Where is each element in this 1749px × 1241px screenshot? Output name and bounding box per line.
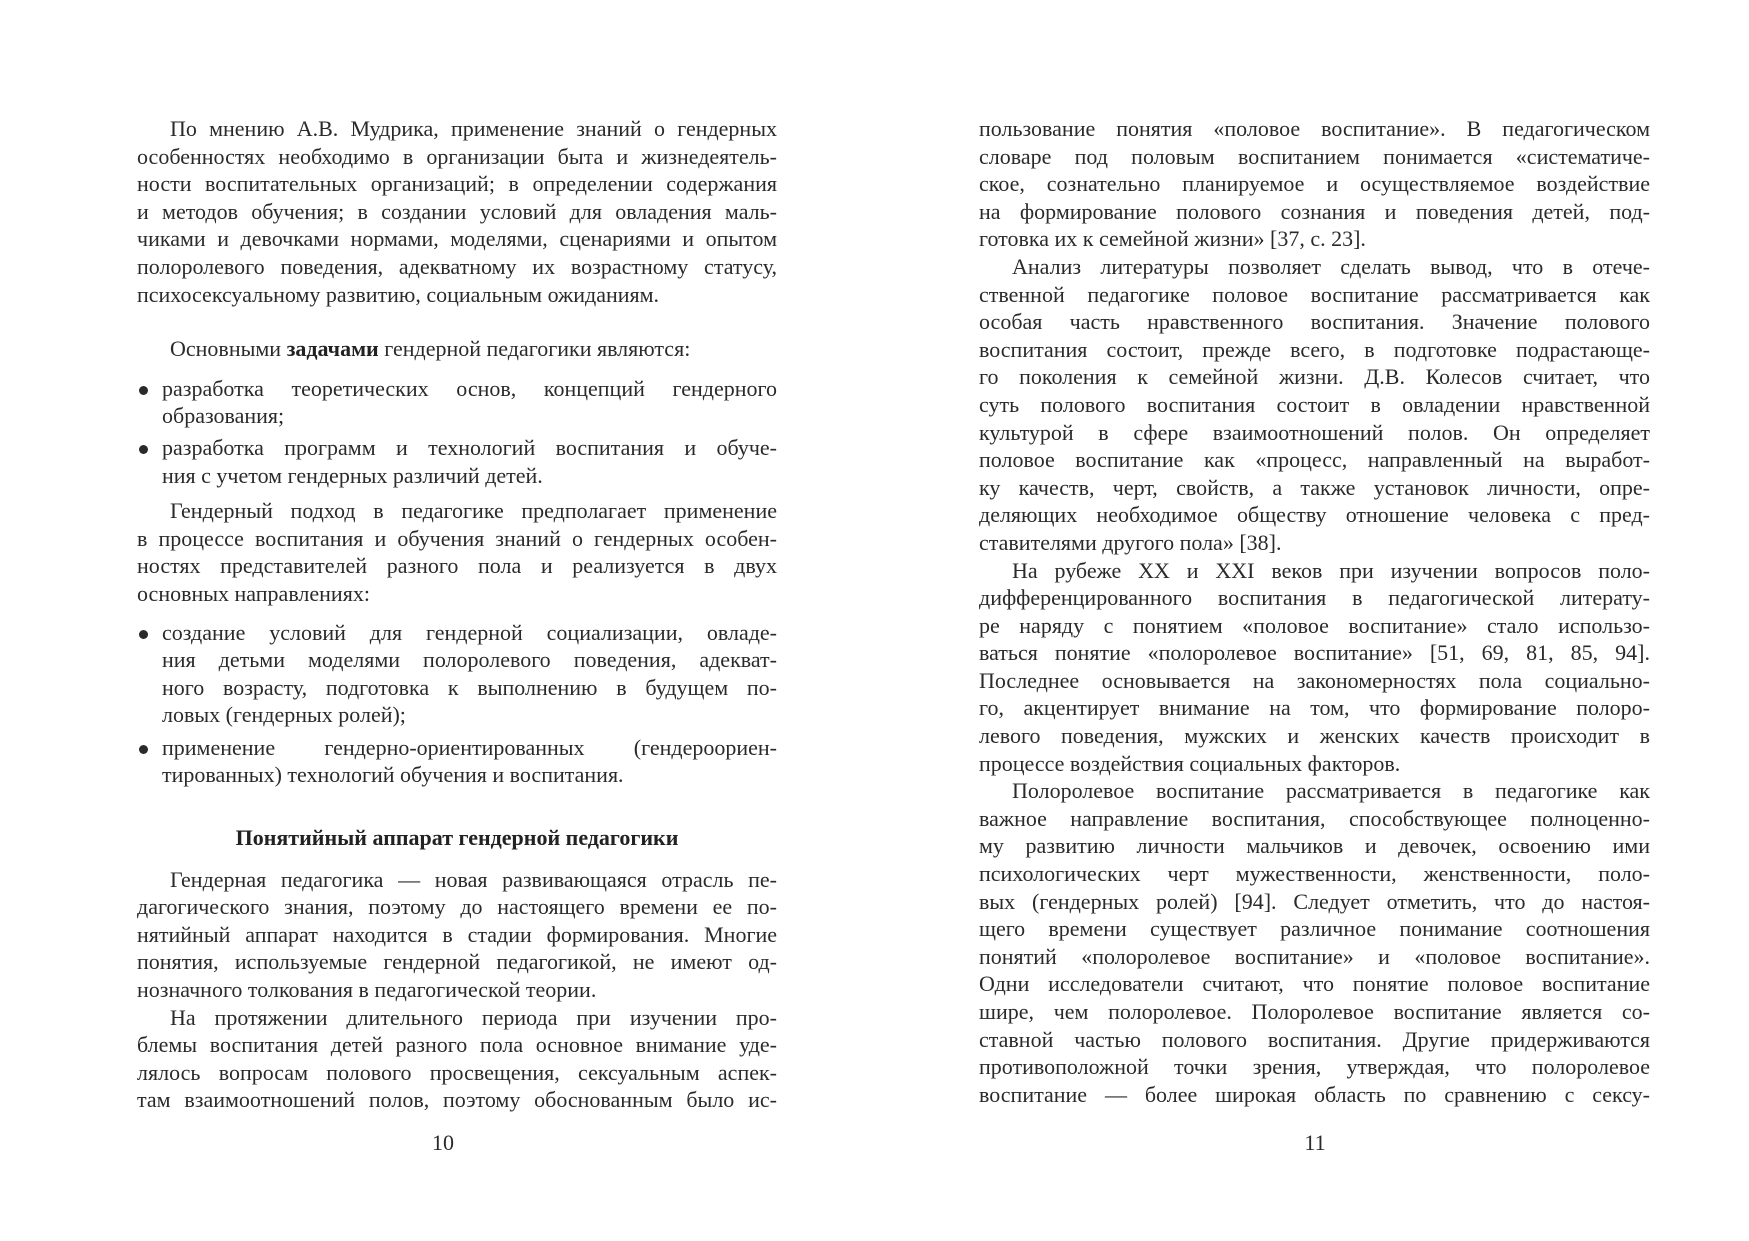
- text-line: шире, чем полоролевое. Полоролевое воспитание является со-: [979, 999, 1650, 1024]
- text-line: го поколения к семейной жизни. Д.В. Колесов считает, что: [979, 364, 1650, 390]
- text-line: Последнее основывается на закономерностях пола социально-: [979, 667, 1650, 693]
- paragraph: [979, 253, 1650, 557]
- bullet-item: [137, 619, 777, 729]
- text-segment: Основными: [170, 336, 287, 362]
- text-line: образования;: [162, 403, 285, 429]
- text-line: тированных) технологий обучения и воспитания.: [162, 762, 624, 788]
- bullet-icon: [139, 445, 148, 454]
- text-line: словаре под половым воспитанием понимается «систематиче-: [979, 143, 1650, 169]
- page-number-left: 10: [432, 1130, 454, 1155]
- text-line: На протяжении длительного периода при изучении про-: [170, 1004, 777, 1030]
- text-line: ния детьми моделями полоролевого поведения, адекват-: [162, 647, 777, 673]
- text-line: Полоролевое воспитание рассматривается в педагогике как: [1012, 778, 1650, 804]
- text-line: блемы воспитания детей разного пола основное внимание уде-: [137, 1032, 777, 1058]
- text-line: полоролевого поведения, адекватному их возрастному статусу,: [137, 253, 777, 279]
- text-line: готовка их к семейной жизни» [37, с. 23].: [979, 226, 1366, 252]
- paragraph: [979, 115, 1650, 253]
- text-line: Гендерный подход в педагогике предполагает применение: [170, 498, 777, 524]
- page-number-right: 11: [1304, 1130, 1326, 1155]
- bullet-item: [137, 734, 777, 789]
- text-line: ставителями другого пола» [38].: [979, 529, 1282, 555]
- paragraph: [979, 557, 1650, 778]
- text-line: му развитию личности мальчиков и девочек, освоению ими: [979, 833, 1650, 859]
- bullet-icon: [139, 745, 148, 754]
- text-line: Анализ литературы позволяет сделать вывод, что в отече-: [1012, 253, 1650, 279]
- left-page: [137, 115, 777, 1114]
- text-segment: гендерной педагогики являются:: [378, 336, 691, 362]
- text-line: и методов обучения; в создании условий для овладения маль-: [137, 198, 777, 224]
- text-line: нозначного толкования в педагогической теории.: [137, 977, 597, 1003]
- text-line: половое воспитание как «процесс, направленный на выработ-: [979, 447, 1650, 473]
- text-line: ния с учетом гендерных различий детей.: [162, 462, 543, 488]
- text-line: щего времени существует различное понимание соотношения: [979, 916, 1650, 942]
- text-line: дифференцированного воспитания в педагогической литерату-: [979, 585, 1650, 611]
- text-line: По мнению А.В. Мудрика, применение знаний о гендерных: [170, 116, 777, 141]
- bullet-icon: [139, 630, 148, 639]
- bullet-item: [137, 434, 777, 489]
- text-line: Одни исследователи считают, что понятие половое воспитание: [979, 971, 1650, 997]
- text-line: культурой в сфере взаимоотношений полов. Он определяет: [979, 419, 1650, 445]
- text-line: На рубеже XX и XXI веков при изучении вопросов поло-: [1012, 557, 1650, 583]
- text-line: деляющих необходимое обществу отношение человека с пред-: [979, 502, 1650, 528]
- paragraph: [137, 1004, 777, 1114]
- paragraph: [137, 866, 777, 1004]
- text-line: особая часть нравственного воспитания. Значение полового: [979, 309, 1650, 335]
- text-line: психосексуальному развитию, социальным ожиданиям.: [137, 281, 660, 307]
- text-line: го, акцентирует внимание на том, что формирование полоро-: [979, 695, 1650, 721]
- text-line: ваться понятие «полоролевое воспитание» [51, 69, 81, 85, 94].: [979, 640, 1650, 666]
- section-heading: Понятийный аппарат гендерной педагогики: [235, 825, 679, 851]
- text-line: воспитание — более широкая область по сравнению с сексу-: [979, 1081, 1650, 1107]
- text-line: создание условий для гендерной социализации, овладе-: [162, 619, 777, 645]
- bold-term: задачами: [286, 336, 379, 362]
- text-line: применение гендерно-ориентированных (гендероориен-: [162, 734, 777, 760]
- bullet-icon: [139, 386, 148, 395]
- text-line: процессе воздействия социальных факторов.: [979, 750, 1401, 776]
- paragraph: [137, 115, 777, 308]
- text-line: ское, сознательно планируемое и осуществляемое воздействие: [979, 171, 1650, 197]
- text-line: там взаимоотношений полов, поэтому обоснованным было ис-: [137, 1087, 777, 1113]
- text-line: ности воспитательных организаций; в определении содержания: [137, 171, 777, 197]
- text-line: Гендерная педагогика — новая развивающаяся отрасль пе-: [170, 866, 777, 892]
- text-line: разработка программ и технологий воспитания и обуче-: [162, 434, 777, 460]
- text-line: суть полового воспитания состоит в овладении нравственной: [979, 391, 1650, 417]
- text-line: особенностях необходимо в организации быта и жизнедеятель-: [137, 143, 777, 169]
- text-line: ре наряду с понятием «половое воспитание» стало использо-: [979, 612, 1650, 638]
- text-line: ственной педагогике половое воспитание рассматривается как: [979, 281, 1650, 307]
- right-page: [979, 115, 1650, 1108]
- text-line: пользование понятия «половое воспитание». В педагогическом: [979, 116, 1650, 141]
- text-line: понятия, используемые гендерной педагогикой, не имеют од-: [137, 949, 777, 975]
- text-line: на формирование полового сознания и поведения детей, под-: [979, 198, 1650, 224]
- text-line: ловых (гендерных ролей);: [162, 702, 406, 728]
- text-line: лялось вопросам полового просвещения, сексуальным аспек-: [137, 1059, 777, 1085]
- text-line: ностях представителей разного пола и реализуется в двух: [137, 553, 777, 579]
- bullet-item: [137, 375, 777, 430]
- text-line: вых (гендерных ролей) [94]. Следует отметить, что до настоя-: [979, 888, 1650, 914]
- paragraph: [137, 335, 777, 363]
- text-line: нятийный аппарат находится в стадии формирования. Многие: [137, 921, 777, 947]
- text-line: ку качеств, черт, свойств, а также установок личности, опре-: [979, 474, 1650, 500]
- text-line: основных направлениях:: [137, 580, 370, 606]
- text-line: понятий «полоролевое воспитание» и «половое воспитание».: [979, 943, 1650, 969]
- text-line: противоположной точки зрения, утверждая, что полоролевое: [979, 1054, 1650, 1080]
- text-line: ставной частью полового воспитания. Другие придерживаются: [979, 1026, 1650, 1052]
- text-line: дагогического знания, поэтому до настоящего времени ее по-: [137, 894, 777, 920]
- text-line: разработка теоретических основ, концепций гендерного: [162, 375, 777, 401]
- paragraph: [979, 777, 1650, 1108]
- paragraph: [137, 497, 777, 607]
- text-line: воспитания состоит, прежде всего, в подготовке подрастающе-: [979, 336, 1650, 362]
- text-line: психологических черт мужественности, женственности, поло-: [979, 861, 1650, 887]
- text-line: в процессе воспитания и обучения знаний о гендерных особен-: [137, 525, 777, 551]
- text-line: важное направление воспитания, способствующее полноценно-: [979, 805, 1650, 831]
- text-line: чиками и девочками нормами, моделями, сценариями и опытом: [137, 226, 777, 252]
- text-line: ного возрасту, подготовка к выполнению в будущем по-: [162, 674, 777, 700]
- text-line: левого поведения, мужских и женских качеств происходит в: [979, 723, 1650, 749]
